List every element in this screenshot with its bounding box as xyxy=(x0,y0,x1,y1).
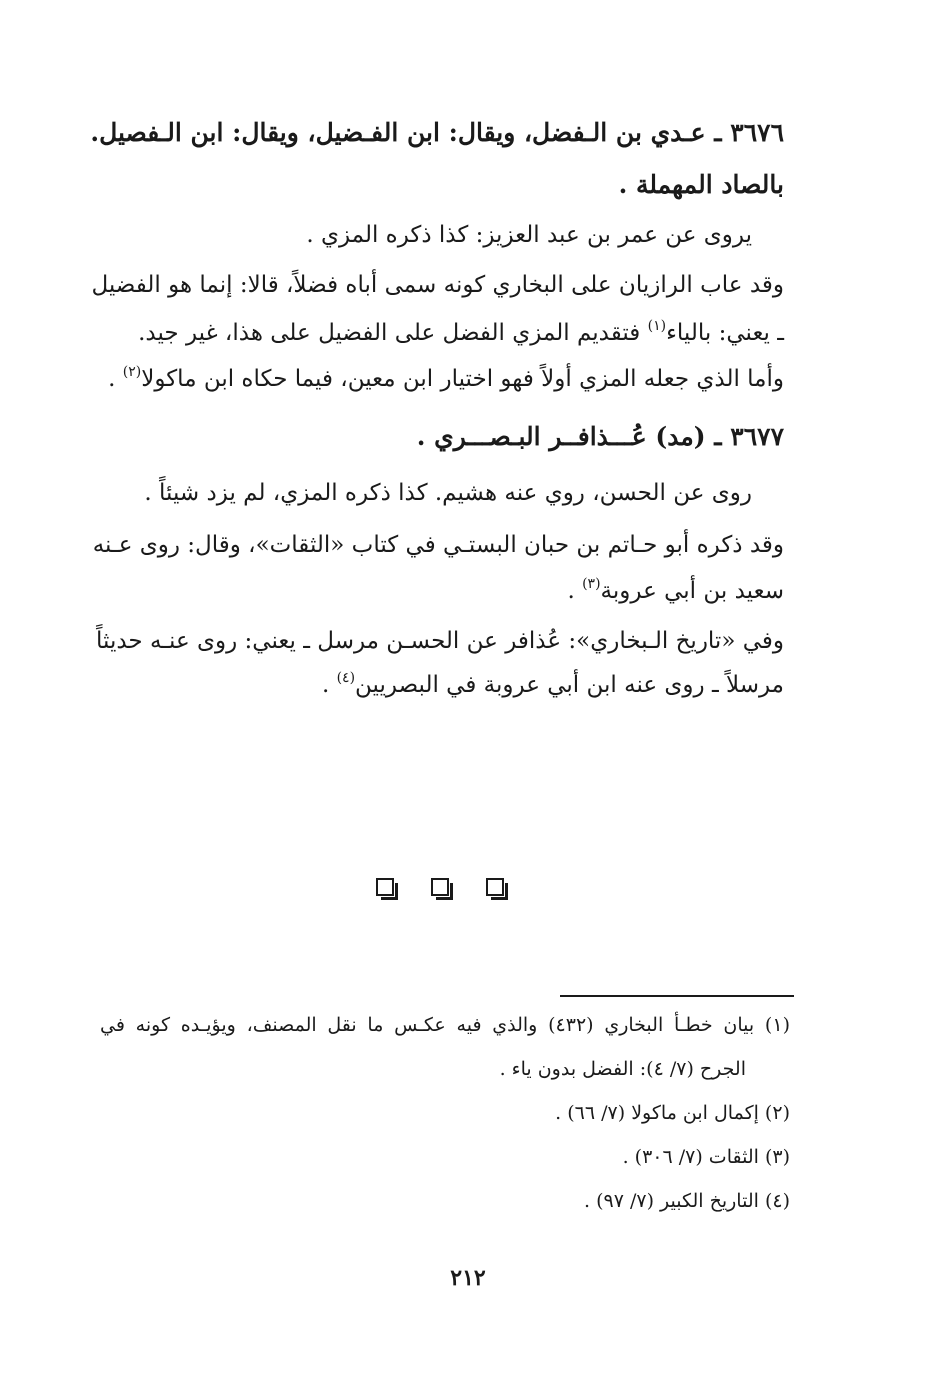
paragraph-2-line-2-text-a: ـ يعني: بالياء xyxy=(666,320,784,346)
footnote-3: (٣) الثقات (٧/ ٣٠٦) . xyxy=(622,1146,790,1168)
paragraph-2-line-1: وقد عاب الرازيان على البخاري كونه سمى أباه فضلاً، قالا: إنما هو الفضيل xyxy=(91,272,784,298)
paragraph-3 xyxy=(108,364,784,394)
footnote-2: (٢) إكمال ابن ماكولا (٧/ ٦٦) . xyxy=(555,1102,790,1124)
paragraph-5-line-2-text-b: . xyxy=(567,578,583,604)
paragraph-4: روى عن الحسن، روي عنه هشيم. كذا ذكره المزي، لم يزد شيئاً . xyxy=(144,480,752,506)
footnote-1-line-1: (١) بيان خطـأ البخاري (٤٣٢) والذي فيه عكـس ما نقل المصنف، ويؤيـده كونه في xyxy=(100,1014,790,1036)
paragraph-1: يروى عن عمر بن عبد العزيز: كذا ذكره المزي . xyxy=(306,222,752,248)
paragraph-5-line-2-text-a: سعيد بن أبي عروبة xyxy=(600,578,784,604)
paragraph-3-text-a: وأما الذي جعله المزي أولاً فهو اختيار ابن معين، فيما حكاه ابن ماكولا xyxy=(141,366,784,392)
footnote-1-line-2: الجرح (٧/ ٤): الفضل بدون ياء . xyxy=(499,1058,746,1080)
paragraph-2-line-2-text-b: فتقديم المزي الفضل على الفضيل على هذا، غير جيد. xyxy=(138,320,648,346)
entry-3676-heading: ٣٦٧٦ ـ عـدي بن الـفضل، ويقال: ابن الفـضيل، ويقال: ابن الـفصيل. xyxy=(90,118,784,147)
entry-3677-heading: ٣٦٧٧ ـ (مد) عُـــذافــر البـصـــري . xyxy=(416,422,784,451)
page-number: ٢١٢ xyxy=(450,1265,486,1291)
entry-3676-heading-cont: بالصاد المهملة . xyxy=(618,170,784,199)
section-end-ornaments xyxy=(376,878,506,902)
ornament-square-icon xyxy=(486,878,506,898)
footnote-ref-2: (٢) xyxy=(122,364,142,380)
paragraph-5-line-1: وقد ذكره أبو حـاتم بن حبان البستـي في كتاب «الثقات»، وقال: روى عـنه xyxy=(92,532,784,558)
footnote-ref-3: (٣) xyxy=(582,576,601,592)
paragraph-6-line-2-text-a: مرسلاً ـ روى عنه ابن أبي عروبة في البصريين xyxy=(355,672,784,698)
paragraph-6-line-1: وفي «تاريخ الـبخاري»: عُذافر عن الحسـن مرسل ـ يعني: روى عنـه حديثاً xyxy=(96,628,784,654)
paragraph-5-line-2 xyxy=(150,578,784,606)
paragraph-6-line-2-text-b: . xyxy=(321,672,337,698)
footnote-ref-1: (١) xyxy=(647,318,667,334)
paragraph-2-line-2 xyxy=(138,318,784,348)
footnote-ref-4: (٤) xyxy=(336,670,356,686)
paragraph-3-text-b: . xyxy=(108,366,123,392)
footnote-separator xyxy=(560,995,794,997)
ornament-square-icon xyxy=(376,878,396,898)
footnote-4: (٤) التاريخ الكبير (٧/ ٩٧) . xyxy=(583,1190,790,1212)
ornament-square-icon xyxy=(431,878,451,898)
paragraph-6-line-2 xyxy=(150,672,784,700)
